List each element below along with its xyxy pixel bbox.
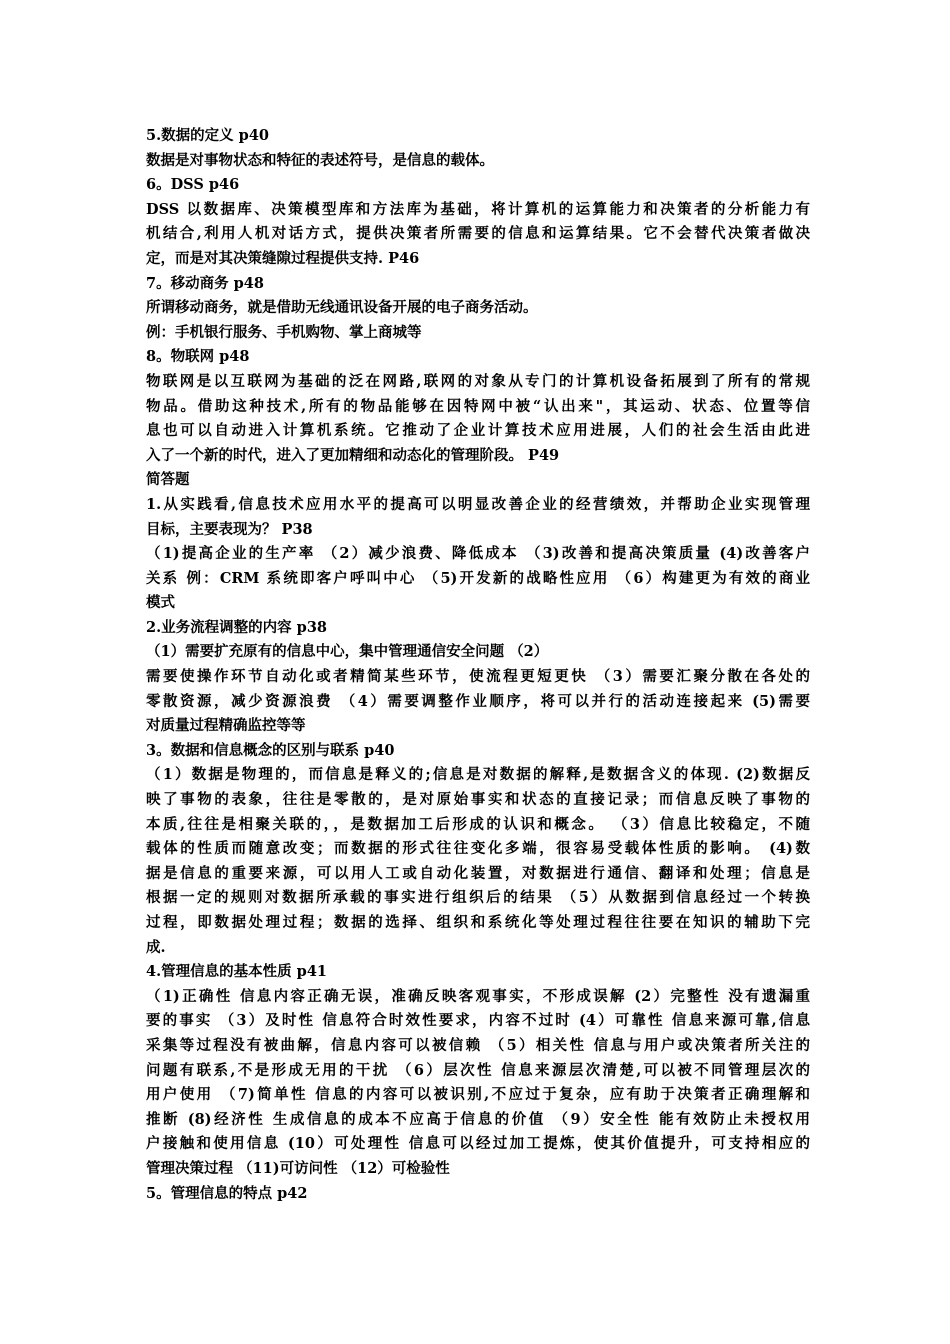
text-line: 3。数据和信息概念的区别与联系 p40 xyxy=(146,741,395,759)
text-line: 5。管理信息的特点 p42 xyxy=(146,1184,308,1202)
text-line: 所谓移动商务，就是借助无线通讯设备开展的电子商务活动。 xyxy=(146,299,538,317)
text-line: 据是信息的重要来源，可以用人工或自动化装置，对数据进行通信、翻译和处理；信息是 xyxy=(146,864,810,882)
text-line: 4.管理信息的基本性质 p41 xyxy=(146,963,328,981)
text-line: 采集等过程没有被曲解，信息内容可以被信赖 （5）相关性 信息与用户或决策者所关注的 xyxy=(146,1036,810,1054)
text-line: 对质量过程精确监控等等 xyxy=(146,717,306,735)
text-line: 入了一个新的时代，进入了更加精细和动态化的管理阶段。 P49 xyxy=(146,446,560,464)
text-line: 机结合,利用人机对话方式，提供决策者所需要的信息和运算结果。它不会替代决策者做决 xyxy=(146,225,810,243)
text-line: 零散资源，减少资源浪费 （4）需要调整作业顺序，将可以并行的活动连接起来 (5)需要 xyxy=(146,692,810,710)
text-line: 5.数据的定义 p40 xyxy=(146,127,270,144)
text-line: 简答题 xyxy=(146,471,190,489)
text-line: 例：手机银行服务、手机购物、掌上商城等 xyxy=(146,323,422,341)
text-line: 物品。借助这种技术,所有的物品能够在因特网中被“认出来"，其运动、状态、位置等信 xyxy=(146,397,810,415)
text-line: 7。移动商务 p48 xyxy=(146,274,264,292)
text-line: 户接触和使用信息 (10）可处理性 信息可以经过加工提炼，使其价值提升，可支持相应的 xyxy=(146,1135,810,1153)
text-line: DSS 以数据库、决策模型库和方法库为基础，将计算机的运算能力和决策者的分析能力有 xyxy=(146,200,810,218)
document-page xyxy=(146,124,810,1206)
text-line: 2.业务流程调整的内容 p38 xyxy=(146,618,328,636)
text-line: 定，而是对其决策缝隙过程提供支持. P46 xyxy=(146,249,420,267)
text-line: （1）需要扩充原有的信息中心，集中管理通信安全问题 （2） xyxy=(146,643,549,661)
text-line: 成. xyxy=(146,938,166,956)
text-line: 要的事实 （3）及时性 信息符合时效性要求，内容不过时 (4）可靠性 信息来源可靠,信息 xyxy=(146,1012,810,1030)
text-line: 过程，即数据处理过程；数据的选择、组织和系统化等处理过程往往要在知识的辅助下完 xyxy=(146,914,810,931)
text-line: 数据是对事物状态和特征的表述符号，是信息的载体。 xyxy=(146,151,494,169)
text-line: 8。物联网 p48 xyxy=(146,348,250,366)
text-line: （1)提高企业的生产率 （2）减少浪费、降低成本 （3)改善和提高决策质量 (4)改善客户 xyxy=(146,545,810,563)
text-line: 推断 (8)经济性 生成信息的成本不应高于信息的价值 （9）安全性 能有效防止未授权用 xyxy=(146,1110,810,1128)
text-line: 本质,往往是相聚关联的，，是数据加工后形成的认识和概念。 （3）信息比较稳定，不随 xyxy=(146,815,810,833)
text-line: 映了事物的表象，往往是零散的，是对原始事实和状态的直接记录；而信息反映了事物的 xyxy=(146,791,810,809)
text-line: 根据一定的规则对数据所承载的事实进行组织后的结果 （5）从数据到信息经过一个转换 xyxy=(146,889,810,907)
text-line: 模式 xyxy=(146,594,175,612)
text-line: （1)正确性 信息内容正确无误，准确反映客观事实，不形成误解 (2）完整性 没有遗漏重 xyxy=(146,987,810,1005)
text-line: 6。DSS p46 xyxy=(146,176,240,194)
text-line: 用户使用 （7)简单性 信息的内容可以被识别,不应过于复杂，应有助于决策者正确理解和 xyxy=(146,1086,810,1104)
text-line: 物联网是以互联网为基础的泛在网路,联网的对象从专门的计算机设备拓展到了所有的常规 xyxy=(146,372,810,390)
text-line: 关系 例：CRM 系统即客户呼叫中心 （5)开发新的战略性应用 （6）构建更为有效的商业 xyxy=(146,569,810,587)
text-line: 息也可以自动进入计算机系统。它推动了企业计算技术应用进展，人们的社会生活由此进 xyxy=(146,422,810,440)
text-line: （1）数据是物理的，而信息是释义的;信息是对数据的解释,是数据含义的体现. (2)数据反 xyxy=(146,766,810,784)
text-line: 载体的性质而随意改变；而数据的形式往往变化多端，很容易受载体性质的影响。 (4)数 xyxy=(146,840,810,858)
text-line: 问题有联系,不是形成无用的干扰 （6）层次性 信息来源层次清楚,可以被不同管理层次的 xyxy=(146,1061,810,1079)
text-line: 需要使操作环节自动化或者精简某些环节，使流程更短更快 （3）需要汇聚分散在各处的 xyxy=(146,668,810,686)
text-line: 1.从实践看,信息技术应用水平的提高可以明显改善企业的经营绩效，并帮助企业实现管理 xyxy=(146,495,810,513)
text-line: 管理决策过程 （11)可访问性 （12）可检验性 xyxy=(146,1159,450,1177)
text-line: 目标，主要表现为？ P38 xyxy=(146,520,313,538)
